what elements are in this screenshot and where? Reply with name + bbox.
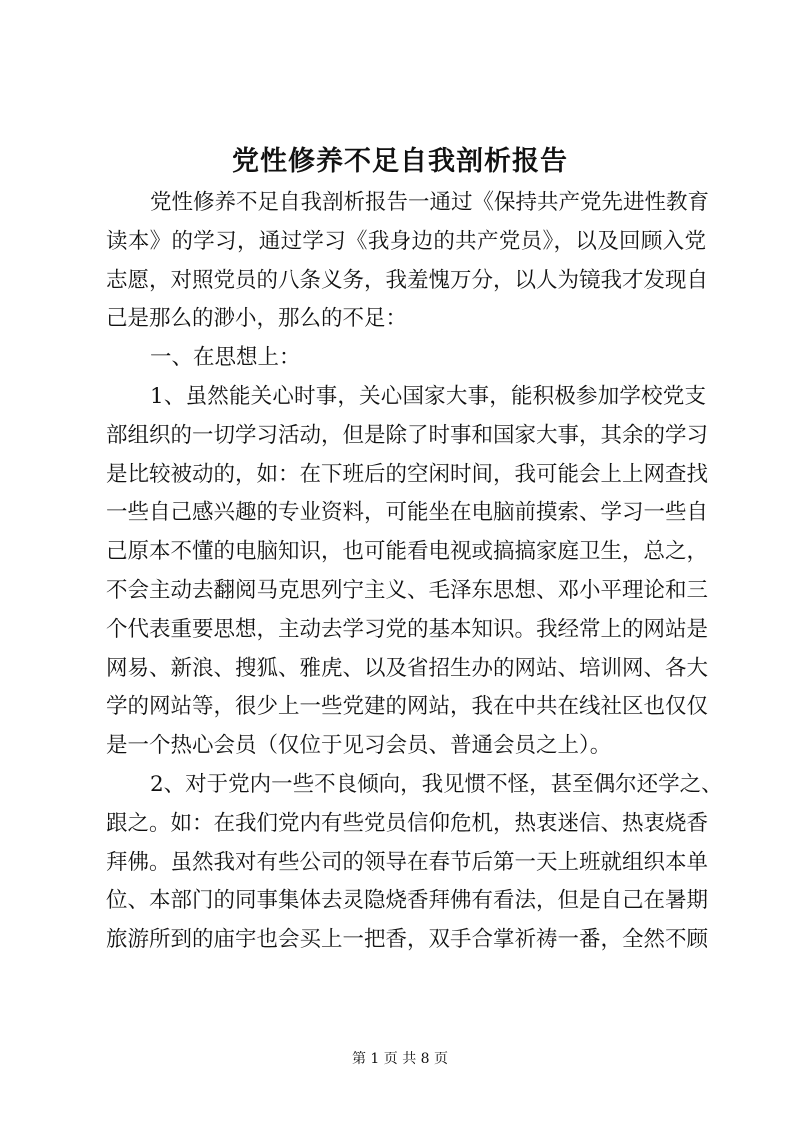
body-line: 读本》的学习，通过学习《我身边的共产党员》，以及回顾入党 xyxy=(106,228,706,254)
section-heading: 一、在思想上： xyxy=(150,345,301,371)
body-line: 不会主动去翻阅马克思列宁主义、毛泽东思想、邓小平理论和三 xyxy=(106,577,709,603)
body-line: 志愿，对照党员的八条义务，我羞愧万分，以人为镜我才发现自 xyxy=(106,267,709,293)
page-number-footer: 第 1 页 共 8 页 xyxy=(351,1051,449,1067)
body-line: 位、本部门的同事集体去灵隐烧香拜佛有看法，但是自己在暑期 xyxy=(106,888,709,914)
body-line: 是比较被动的，如：在下班后的空闲时间，我可能会上上网查找 xyxy=(106,461,709,487)
body-line: 2、对于党内一些不良倾向，我见惯不怪，甚至偶尔还学之、 xyxy=(150,771,723,797)
body-line: 是一个热心会员（仅位于见习会员、普通会员之上）。 xyxy=(106,733,612,759)
body-line: 跟之。如：在我们党内有些党员信仰危机，热衷迷信、热衷烧香 xyxy=(106,810,709,836)
document-title: 党性修养不足自我剖析报告 xyxy=(232,146,568,177)
body-line: 一些自己感兴趣的专业资料，可能坐在电脑前摸索、学习一些自 xyxy=(106,500,709,526)
body-line: 己原本不懂的电脑知识，也可能看电视或搞搞家庭卫生，总之， xyxy=(106,539,709,565)
body-line: 拜佛。虽然我对有些公司的领导在春节后第一天上班就组织本单 xyxy=(106,849,709,875)
body-line: 学的网站等，很少上一些党建的网站，我在中共在线社区也仅仅 xyxy=(106,694,709,720)
body-line: 1、虽然能关心时事，关心国家大事，能积极参加学校党支 xyxy=(150,383,706,409)
body-line: 网易、新浪、搜狐、雅虎、以及省招生办的网站、培训网、各大 xyxy=(106,655,709,681)
body-line: 部组织的一切学习活动，但是除了时事和国家大事，其余的学习 xyxy=(106,422,709,448)
body-line: 个代表重要思想，主动去学习党的基本知识。我经常上的网站是 xyxy=(106,616,709,642)
body-line: 己是那么的渺小，那么的不足： xyxy=(106,306,408,332)
document-body xyxy=(106,184,723,960)
body-line: 旅游所到的庙宇也会买上一把香，双手合掌祈祷一番，全然不顾 xyxy=(106,927,709,953)
body-line: 党性修养不足自我剖析报告一通过《保持共产党先进性教育 xyxy=(150,190,710,215)
